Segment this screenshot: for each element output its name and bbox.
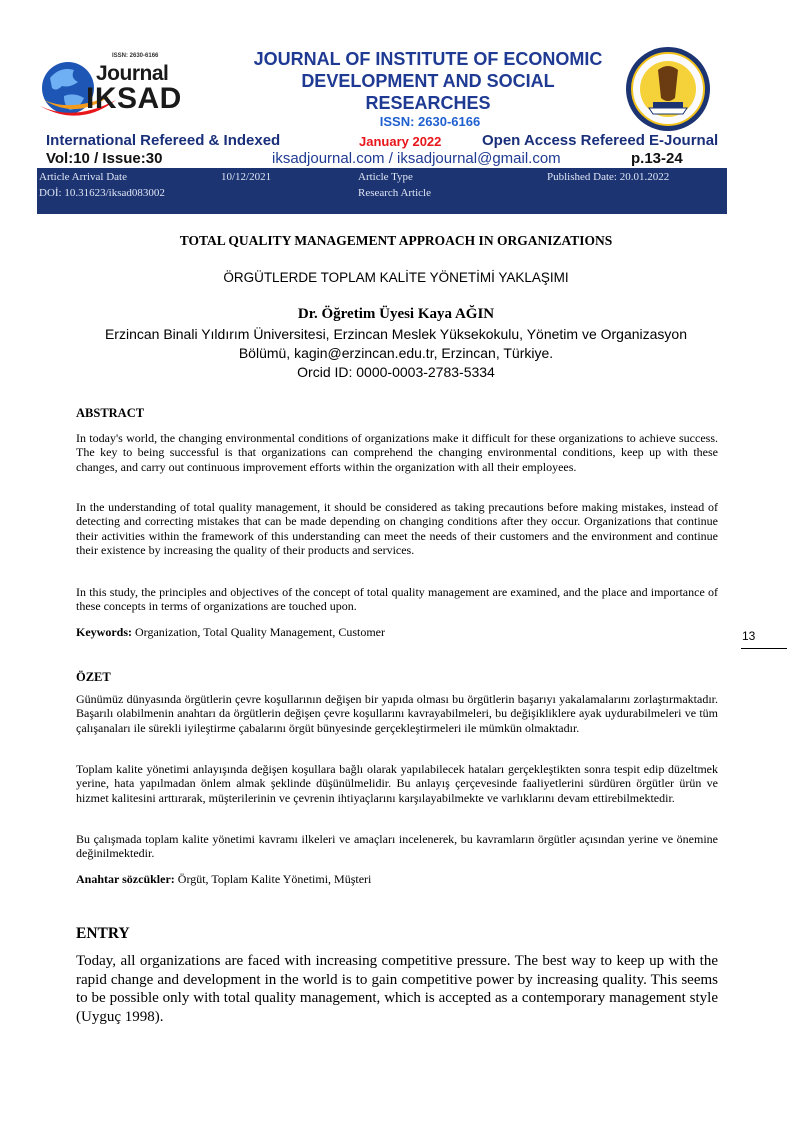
affiliation-line: Erzincan Binali Yıldırım Üniversitesi, Erzincan Meslek Yüksekokulu, Yönetim ve Organizasyon — [104, 326, 688, 342]
article-type-value: Research Article — [358, 187, 431, 199]
author-name: Dr. Öğretim Üyesi Kaya AĞIN — [297, 306, 495, 322]
page-range: p.13-24 — [631, 150, 683, 167]
open-access-label: Open Access Refereed E-Journal — [482, 132, 719, 149]
volume-issue: Vol:10 / Issue:30 — [46, 150, 163, 167]
ozet-heading: ÖZET — [76, 670, 111, 684]
author-affiliation — [76, 325, 716, 382]
abstract-paragraph: In today's world, the changing environmental conditions of organizations make it difficult for these organizations to achieve success. The key to being successful is that organizations can comprehend the changing environmental conditions, keep up with these changes, and carry out continuous improvement efforts within the organization with all their employees. — [76, 431, 718, 474]
journal-title-line: DEVELOPMENT AND SOCIAL — [301, 71, 555, 91]
article-title-tr: ÖRGÜTLERDE TOPLAM KALİTE YÖNETİMİ YAKLAŞIMI — [223, 270, 569, 285]
ozet-keywords-label: Anahtar sözcükler: — [76, 872, 175, 886]
affiliation-line: Bölümü, kagin@erzincan.edu.tr, Erzincan, Türkiye. — [238, 345, 554, 361]
arrival-date-value: 10/12/2021 — [221, 171, 272, 183]
journal-title — [212, 48, 644, 114]
journal-title-line: RESEARCHES — [365, 93, 491, 113]
orcid-line: Orcid ID: 0000-0003-2783-5334 — [297, 364, 495, 380]
doi: DOİ: 10.31623/iksad083002 — [39, 187, 165, 199]
logo-journal-word: Journal — [96, 62, 169, 85]
keywords-label: Keywords: — [76, 625, 132, 639]
keywords-line — [76, 625, 385, 640]
keywords-text: Organization, Total Quality Management, Customer — [132, 625, 385, 639]
article-title-en: TOTAL QUALITY MANAGEMENT APPROACH IN ORGANIZATIONS — [179, 233, 613, 248]
page-number: 13 — [742, 629, 756, 643]
abstract-heading: ABSTRACT — [76, 406, 145, 420]
ozet-paragraph: Günümüz dünyasında örgütlerin çevre koşullarının değişen bir yapıda olması bu örgütlerin başarıyı yakalamalarını zorlaştırmaktadır. Başarılı olabilmenin anahtarı da örgütlerin değişen çevre koşullarını kavrayabilmeleri, bu değişikliklere ayak uydurabilmeleri ve tüm çalışanaları ile sürekli iyileştirme çabalarını örgüt bünyesinde gerçekleştirmeleri ile mümkün olmaktadır. — [76, 692, 718, 735]
refereed-label: International Refereed & Indexed — [46, 132, 281, 149]
journal-title-line: JOURNAL OF INSTITUTE OF ECONOMIC — [253, 49, 603, 69]
ozet-paragraph: Toplam kalite yönetimi anlayışında değişen koşullara bağlı olarak yapılabilecek hataları gerçekleştikten sonra tespit edip düzeltmek yerine, hata yapılmadan önlem almak şeklinde düşünülmelidir. Bu anlayış çerçevesinde faaliyetlerini sürdüren örgütler ürün ve hizmet kalitesini arttırarak, müşterilerinin ve çevrenin ihtiyaçlarını karşılayabilmekte ve varlıklarını devam ettirebilmektedir. — [76, 762, 718, 805]
journal-contact: iksadjournal.com / iksadjournal@gmail.com — [272, 150, 561, 167]
article-info-bar — [37, 168, 727, 214]
journal-issn: ISSN: 2630-6166 — [379, 114, 481, 129]
article-type-label: Article Type — [358, 171, 413, 183]
arrival-date-label: Article Arrival Date — [39, 171, 127, 183]
entry-paragraph: Today, all organizations are faced with increasing competitive pressure. The best way to keep up with the rapid change and development in the world is to gain competitive power by increasing quality. This seems to be possible only with total quality management, which is accepted as a contemporary management style (Uyguç 1998). — [76, 953, 718, 1025]
logo-issn: ISSN: 2630-6166 — [112, 53, 159, 59]
university-seal-icon — [625, 46, 711, 132]
ozet-keywords-text: Örgüt, Toplam Kalite Yönetimi, Müşteri — [174, 872, 372, 886]
journal-logo — [40, 48, 190, 128]
issue-date: January 2022 — [359, 134, 442, 149]
published-date: Published Date: 20.01.2022 — [547, 171, 670, 183]
ozet-keywords-line — [76, 872, 371, 887]
ozet-paragraph: Bu çalışmada toplam kalite yönetimi kavramı ilkeleri ve amaçları incelenerek, bu kavramların örgütler açısından yerine ve önemine değinilmektedir. — [76, 832, 718, 861]
abstract-paragraph: In this study, the principles and objectives of the concept of total quality management are examined, and the place and importance of these concepts in terms of organizations are touched upon. — [76, 585, 718, 614]
logo-iksad-word: IKSAD — [86, 82, 182, 115]
entry-heading: ENTRY — [76, 925, 130, 942]
abstract-paragraph: In the understanding of total quality management, it should be considered as taking precautions before making mistakes, instead of detecting and correcting mistakes that can be made depending on changing conditions after they occur. Organizations that continue their activities within the framework of this understanding can meet the needs of their customers and the environment and continue their existence by increasing the quality of their products and services. — [76, 500, 718, 558]
page-number-rule — [741, 648, 787, 649]
